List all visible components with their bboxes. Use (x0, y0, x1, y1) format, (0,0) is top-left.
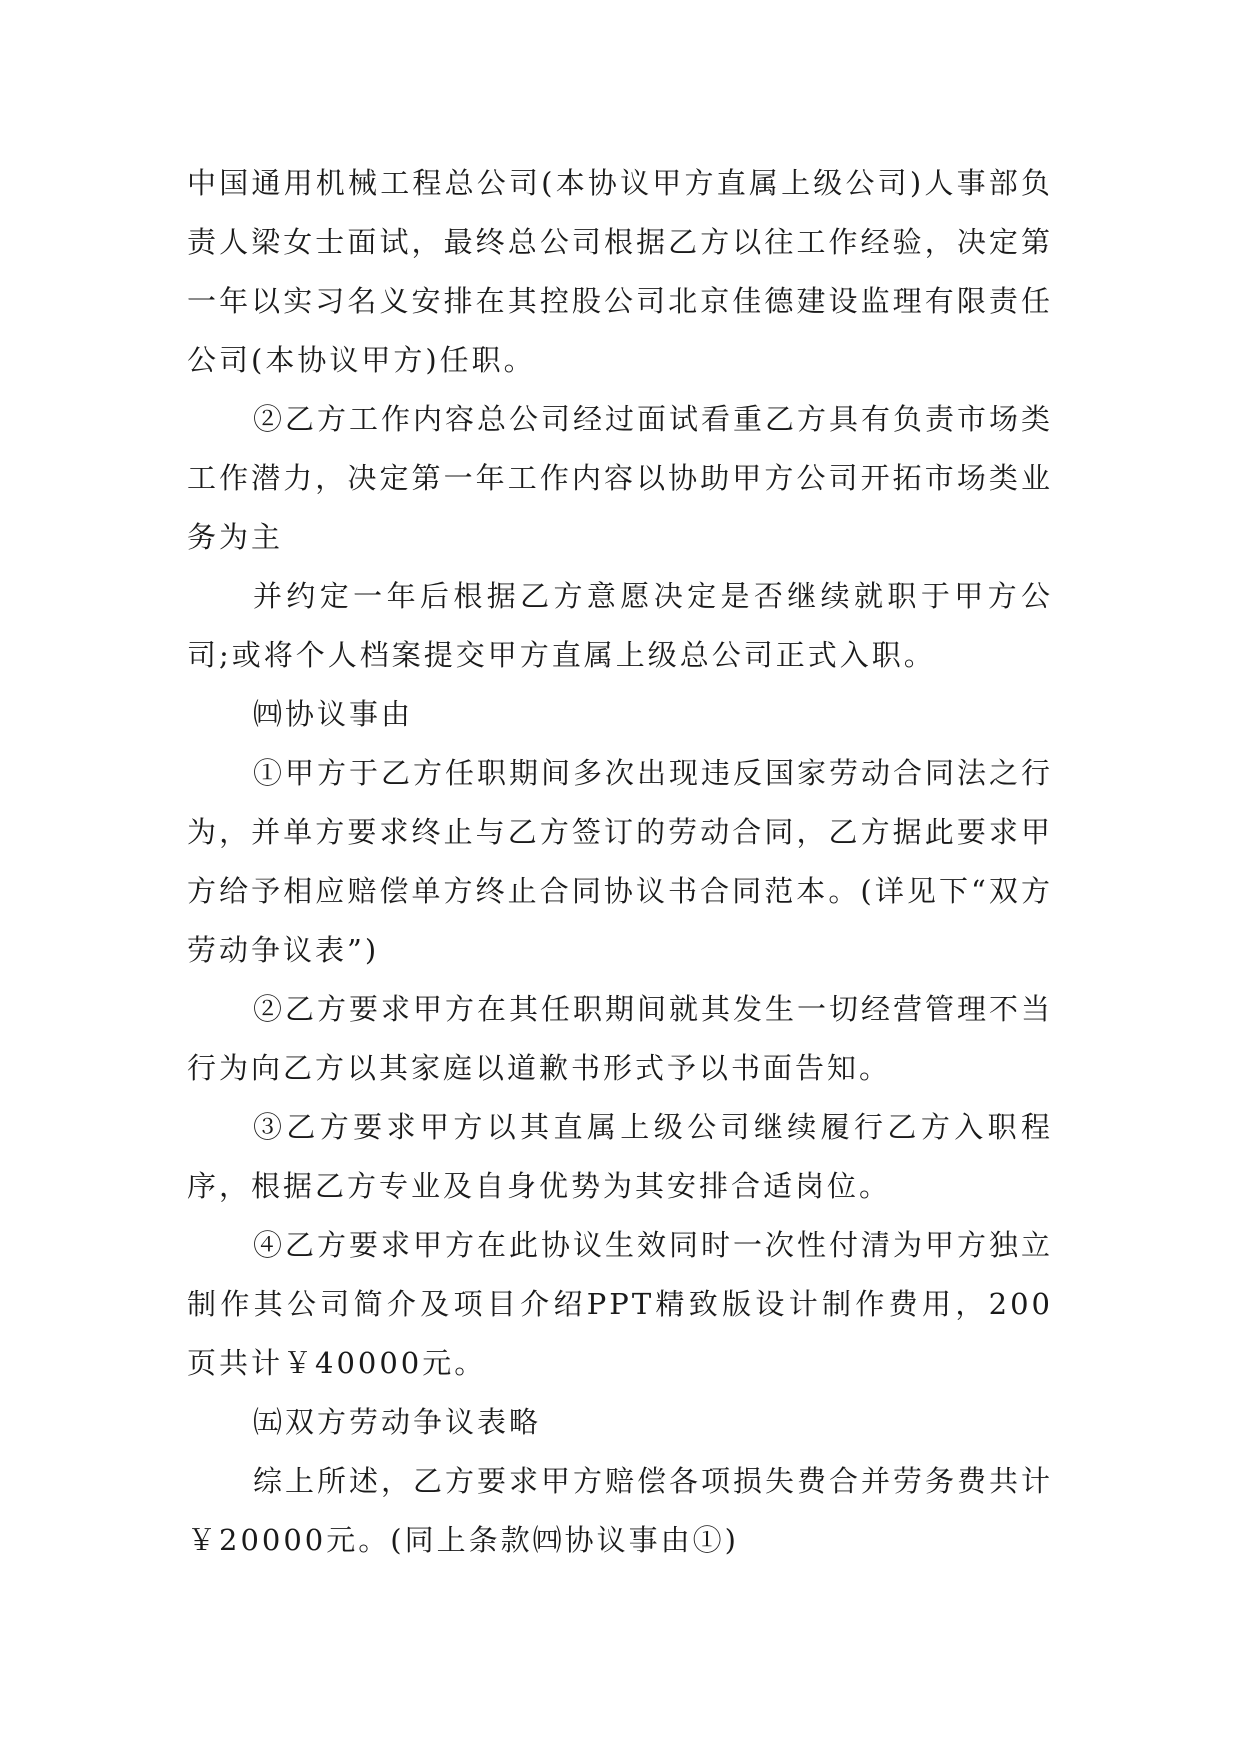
paragraph-position-detail: 中国通用机械工程总公司(本协议甲方直属上级公司)人事部负责人梁女士面试，最终总公司根据乙方以往工作经验，决定第一年以实习名义安排在其控股公司北京佳德建设监理有限责任公司(本协议甲方)任职。 (187, 166, 1053, 377)
paragraph-summary: 综上所述，乙方要求甲方赔偿各项损失费合并劳务费共计￥20000元。(同上条款㈣协议事由①) (187, 1464, 1054, 1557)
paragraph-reason-3: ③乙方要求甲方以其直属上级公司继续履行乙方入职程序，根据乙方专业及自身优势为其安排合适岗位。 (187, 1110, 1053, 1203)
document-body (187, 154, 1053, 1570)
section-heading-agreement-reasons: ㈣协议事由 (253, 697, 414, 731)
section-heading-dispute-table: ㈤双方劳动争议表略 (253, 1405, 542, 1439)
paragraph-reason-1: ①甲方于乙方任职期间多次出现违反国家劳动合同法之行为，并单方要求终止与乙方签订的劳动合同，乙方据此要求甲方给予相应赔偿单方终止合同协议书合同范本。(详见下“双方劳动争议表”) (187, 756, 1054, 967)
paragraph-reason-4: ④乙方要求甲方在此协议生效同时一次性付清为甲方独立制作其公司简介及项目介绍PPT精致版设计制作费用，200页共计￥40000元。 (187, 1228, 1054, 1380)
paragraph-reason-2: ②乙方要求甲方在其任职期间就其发生一切经营管理不当行为向乙方以其家庭以道歉书形式予以书面告知。 (187, 992, 1054, 1085)
paragraph-work-content: ②乙方工作内容总公司经过面试看重乙方具有负责市场类工作潜力，决定第一年工作内容以协助甲方公司开拓市场类业务为主 (187, 402, 1054, 554)
paragraph-one-year-agreement: 并约定一年后根据乙方意愿决定是否继续就职于甲方公司;或将个人档案提交甲方直属上级总公司正式入职。 (187, 579, 1053, 672)
